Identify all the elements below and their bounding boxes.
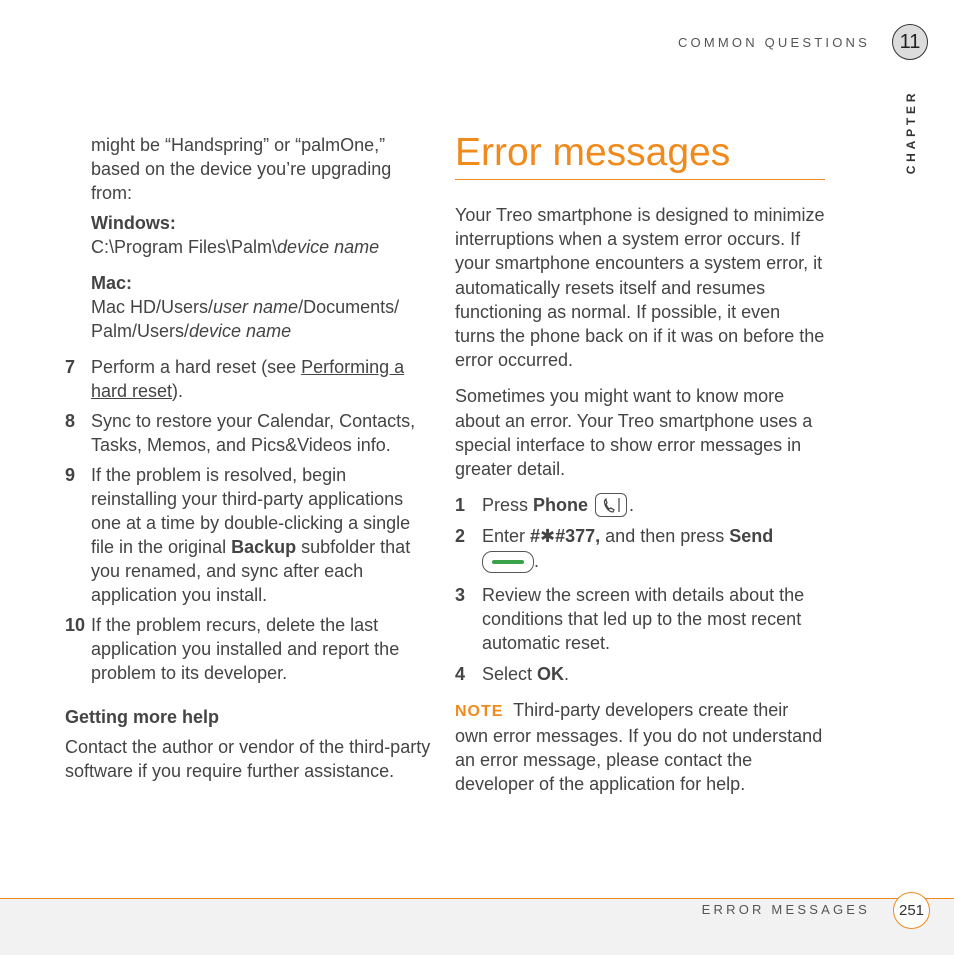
note-text: Third-party developers create their own error messages. If you do not understand an error message, please contact the developer of the application for help. xyxy=(455,699,823,795)
page-number: 251 xyxy=(893,892,930,929)
windows-path: C:\Program Files\Palm\device name xyxy=(91,237,380,257)
step-8: 8 Sync to restore your Calendar, Contacts, Tasks, Memos, and Pics&Videos info. xyxy=(65,411,416,455)
step-7: 7 Perform a hard reset (see Performing a hard reset). xyxy=(65,357,405,401)
page-title: Error messages xyxy=(455,130,825,180)
running-footer: ERROR MESSAGES xyxy=(701,902,870,917)
right-step-2: 2 Enter #✱#377, and then press Send . xyxy=(455,524,825,572)
step-9: 9 If the problem is resolved, begin reinstalling your third-party applications one at a time by double-clicking a single file in the original Backup subfolder that you renamed, and sync after each application you install. xyxy=(65,465,411,605)
right-column xyxy=(455,130,825,797)
intro-text: might be “Handspring” or “palmOne,” based on the device you’re upgrading from: xyxy=(91,135,392,203)
help-text: Contact the author or vendor of the third-party software if you require further assistance. xyxy=(65,737,431,781)
hard-reset-link[interactable]: Performing a hard reset xyxy=(91,357,405,401)
right-step-4: 4 Select OK. xyxy=(455,663,570,684)
chapter-number-badge: 11 xyxy=(892,24,928,60)
right-step-3: 3 Review the screen with details about the conditions that led up to the most recent automatic reset. xyxy=(455,584,805,654)
windows-label: Windows: xyxy=(91,213,176,233)
note-label: NOTE xyxy=(455,702,504,720)
chapter-label: CHAPTER xyxy=(904,89,918,175)
note xyxy=(455,698,825,797)
phone-button-icon xyxy=(595,493,627,517)
right-step-1: 1 Press Phone . xyxy=(455,493,825,518)
send-button-icon xyxy=(482,551,534,573)
running-header: COMMON QUESTIONS xyxy=(677,35,870,50)
subheading-getting-more-help: Getting more help xyxy=(65,707,220,727)
chapter-tab xyxy=(891,89,931,175)
step-10: 10 If the problem recurs, delete the last application you installed and report the problem to its developer. xyxy=(65,615,400,683)
mac-label: Mac: xyxy=(91,273,133,293)
mac-path: Mac HD/Users/user name/Documents/ Palm/Users/device name xyxy=(91,297,400,341)
paragraph-1: Your Treo smartphone is designed to minimize interruptions when a system error occurs. If your smartphone encounters a system error, it automatically resets itself and resumes functioning as normal. If possible, it even turns the phone back on if it was on before the error occurred. xyxy=(455,205,825,371)
left-column xyxy=(65,133,435,783)
paragraph-2: Sometimes you might want to know more about an error. Your Treo smartphone uses a special interface to show error messages in greater detail. xyxy=(455,386,813,480)
